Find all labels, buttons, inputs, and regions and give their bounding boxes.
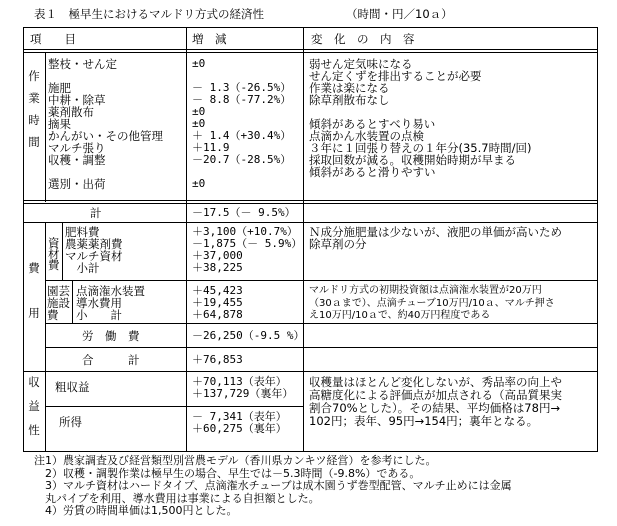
gross-income-values: ＋70,113（表年） ＋137,729（裏年） <box>192 375 294 400</box>
column-divider <box>303 27 304 452</box>
income-notes: 収穫量はほとんど変化しないが、秀品率の向上や 高糖度化による評価点が加点される（高品質果実 割合70%とした）。その結果、平均価格は78円→ 102円；表年、95円→154円；裏年となる。 <box>309 375 562 428</box>
row-divider <box>23 49 598 50</box>
cost-total-label: 合 計 <box>82 353 140 367</box>
work-items: 整枝・せん定 施肥 中耕・除草 薬剤散布 摘果 かんがい・その他管理 マルチ張り 収穫・調整 選別・出荷 <box>48 57 163 191</box>
facility-items: 点滴潅水装置 導水費用 小 計 <box>76 284 145 322</box>
work-total-label: 計 <box>90 206 102 220</box>
border-bottom <box>23 451 598 452</box>
row-divider <box>23 203 598 204</box>
work-changes: ±0 － 1.3（-26.5%） － 8.8（-77.2%） ±0 ±0 ＋ 1.4（+30.4%） ＋11.9 －20.7（-28.5%） ±0 <box>192 57 292 190</box>
row-divider <box>23 200 598 201</box>
group-divider <box>45 222 46 371</box>
labor-value: －26,250（-9.5 %） <box>192 329 305 342</box>
work-notes: 弱せん定気味になる せん定くずを排出することが必要 作業は楽になる 除草剤散布なし 傾斜があるとすべり易い 点滴かん水装置の点検 ３年に１回張り替えの１年分(35.7時間/回) 採取回数が減る。収穫開始時期が早まる 傾斜があると滑りやすい <box>309 57 532 179</box>
table-title: 表１ 極早生におけるマルドリ方式の経済性 <box>34 7 264 21</box>
group-char: 費 <box>28 261 40 275</box>
header-change: 増 減 <box>192 32 227 46</box>
work-total-value: －17.5（－ 9.5%） <box>192 206 296 219</box>
net-income-values: － 7,341（表年） ＋60,275（裏年） <box>192 410 287 435</box>
material-group-label: 資 材 費 <box>48 236 60 272</box>
group-char: 性 <box>28 423 40 437</box>
table-unit: （時間・円／10ａ） <box>346 7 453 21</box>
group-char: 業 <box>28 91 40 105</box>
row-divider <box>23 371 598 372</box>
material-notes: Ｎ成分施肥量は少ないが、液肥の単価が高いため 除草剤の分 <box>309 225 562 251</box>
header-item: 項 目 <box>30 32 76 46</box>
group-char: 用 <box>28 306 40 320</box>
group-char: 間 <box>28 135 40 149</box>
group-divider <box>72 280 73 323</box>
net-income-label: 所得 <box>59 415 82 429</box>
row-divider <box>45 280 598 281</box>
row-divider <box>45 323 598 324</box>
group-divider <box>62 222 63 280</box>
cost-total-value: ＋76,853 <box>192 353 243 366</box>
row-divider <box>23 222 598 223</box>
row-divider <box>23 52 598 53</box>
group-char: 時 <box>28 113 40 127</box>
footnotes: 注1）農家調査及び経営類型別営農モデル（香川県カンキツ経営）を参考にした。 2）収穫・調製作業は極早生の場合、早生では－5.3時間（-9.8%）である。 3）マルチ資材はハードタイプ、点滴潅水チューブは成木園うず巻型配管、マルチ止めには金属 丸パイプを利用、導水費用は事業による自担額とした。 4）労賃の時間単価は1,500円とした。 <box>34 454 512 517</box>
material-values: ＋3,100（+10.7%） －1,875（－ 5.9%） ＋37,000 ＋38,225 <box>192 225 303 274</box>
border-right <box>597 27 598 452</box>
border-left <box>23 27 24 452</box>
facility-values: ＋45,423 ＋19,455 ＋64,878 <box>192 284 243 321</box>
labor-label: 労 働 費 <box>82 329 140 343</box>
material-items: 肥料費 農薬薬剤費 マルチ資材 小計 <box>65 225 123 275</box>
facility-notes: マルドリ方式の初期投資額は点滴潅水装置が20万円 （30ａまで）、点滴チューブ10万円/10ａ、マルチ押さ え10万円/10ａで、約40万円程度である <box>309 285 555 321</box>
facility-group-label: 園芸 施設 費 <box>47 284 70 322</box>
group-divider <box>45 371 46 452</box>
border-top <box>23 27 598 28</box>
row-divider <box>45 347 598 348</box>
group-char: 収 <box>28 375 40 389</box>
group-char: 作 <box>28 69 40 83</box>
column-divider <box>186 27 187 452</box>
group-char: 益 <box>28 399 40 413</box>
row-divider <box>45 406 303 407</box>
header-detail: 変 化 の 内 容 <box>311 32 415 46</box>
gross-income-label: 粗収益 <box>55 380 90 394</box>
group-divider <box>45 52 46 202</box>
